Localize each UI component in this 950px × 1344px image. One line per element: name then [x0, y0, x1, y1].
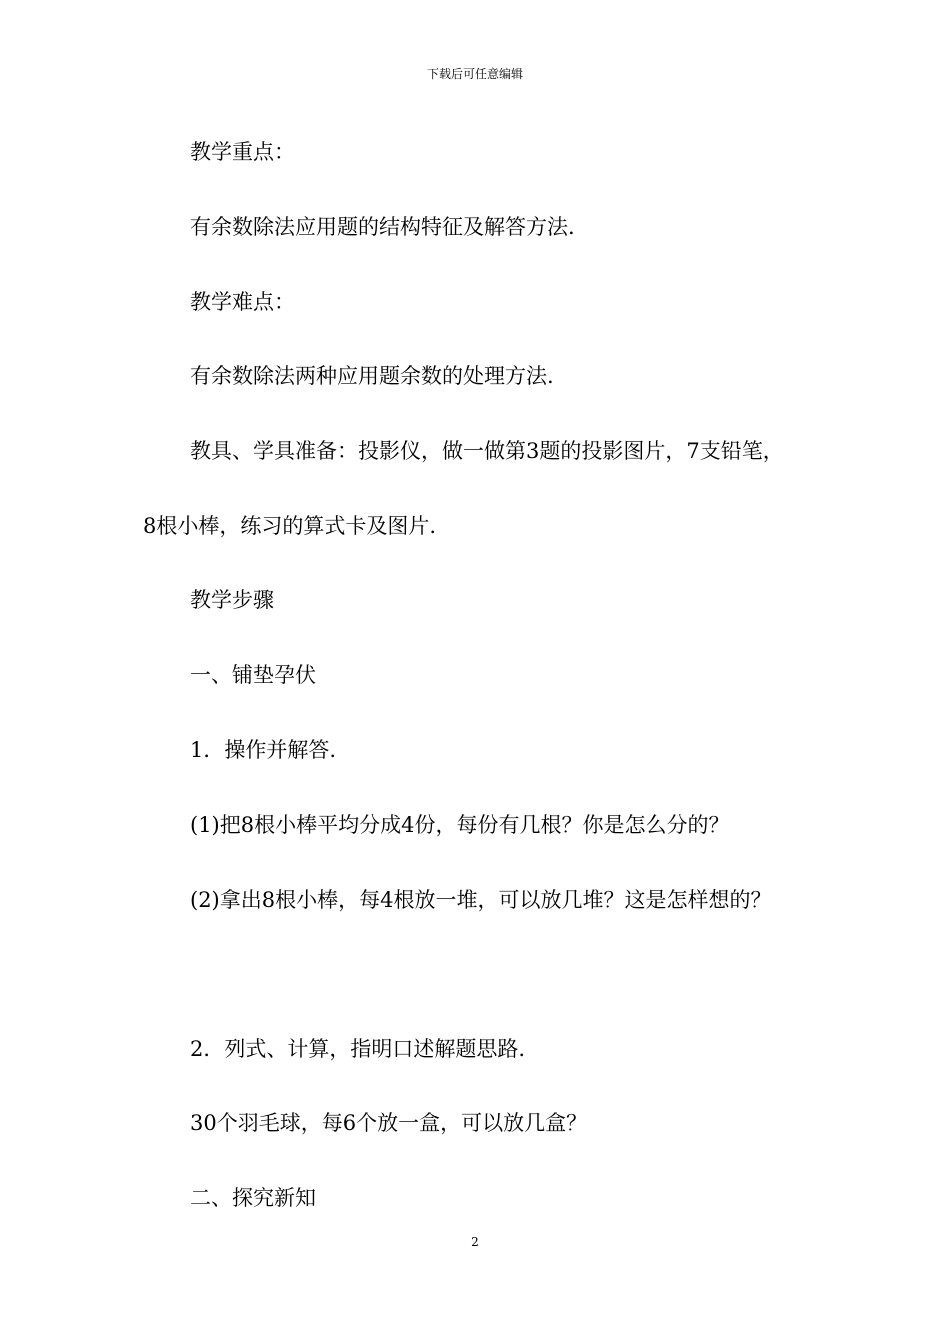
paragraph-materials-line2: 8根小棒，练习的算式卡及图片. — [143, 514, 437, 538]
list-item-1: 1．操作并解答. — [190, 738, 337, 762]
list-item-2-problem: 30个羽毛球，每6个放一盒，可以放几盒？ — [190, 1111, 588, 1135]
list-item-1-sub-1: (1)把8根小棒平均分成4份，每份有几根？你是怎么分的？ — [190, 813, 730, 837]
page-header: 下载后可任意编辑 — [426, 67, 523, 81]
heading-teaching-focus: 教学重点： — [190, 140, 295, 164]
list-item-1-sub-2: (2)拿出8根小棒，每4根放一堆，可以放几堆？这是怎样想的？ — [190, 888, 772, 912]
paragraph-focus-content: 有余数除法应用题的结构特征及解答方法. — [190, 215, 575, 239]
heading-teaching-steps: 教学步骤 — [190, 588, 274, 612]
paragraph-difficulty-content: 有余数除法两种应用题余数的处理方法. — [190, 364, 554, 388]
page-number: 2 — [471, 1235, 479, 1249]
heading-teaching-difficulty: 教学难点： — [190, 290, 295, 314]
paragraph-materials-line1: 教具、学具准备：投影仪，做一做第3题的投影图片，7支铅笔， — [190, 439, 784, 463]
heading-section-two: 二、探究新知 — [190, 1186, 316, 1210]
heading-section-one: 一、铺垫孕伏 — [190, 663, 316, 687]
list-item-2: 2．列式、计算，指明口述解题思路. — [190, 1037, 526, 1061]
